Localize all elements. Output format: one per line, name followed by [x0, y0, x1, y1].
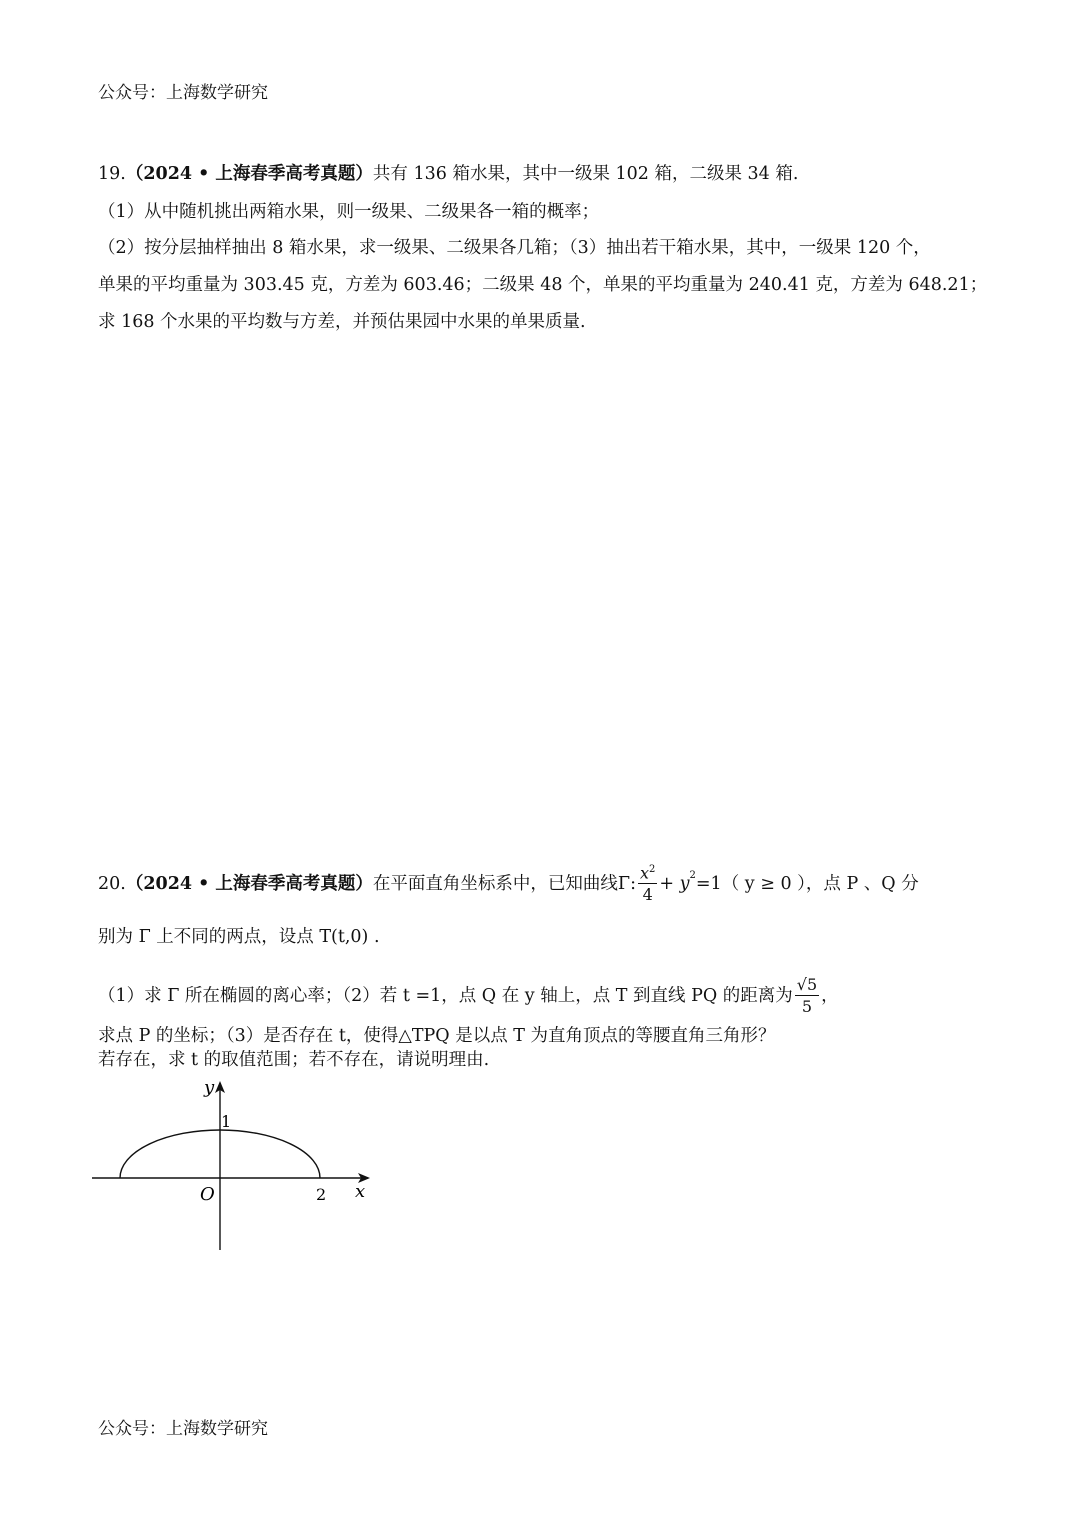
- q19-stem: 共有 136 箱水果，其中一级果 102 箱，二级果 34 箱.: [372, 164, 799, 184]
- curve-fraction: [638, 865, 657, 903]
- y-tick-label: 1: [221, 1112, 232, 1131]
- q19-source: （2024 • 上海春季高考真题）: [125, 164, 373, 184]
- q20-line5: 若存在，求 t 的取值范围；若不存在，请说明理由.: [98, 1050, 490, 1070]
- q20-gamma: Γ: [617, 874, 631, 894]
- eq-equals-one: =1: [695, 874, 722, 894]
- frac-num-exponent: 2: [649, 863, 656, 875]
- q20-source: （2024 • 上海春季高考真题）: [125, 874, 373, 894]
- frac-numerator: x: [639, 863, 650, 883]
- q19-line3: 求 168 个水果的平均数与方差，并预估果园中水果的单果质量.: [98, 312, 586, 332]
- eq-y-exponent: 2: [689, 870, 696, 881]
- q20-colon: :: [630, 874, 636, 894]
- page-footer: 公众号：上海数学研究: [98, 1419, 268, 1439]
- page-header: 公众号：上海数学研究: [98, 83, 268, 103]
- q20-condition: （ y ≥ 0 ），点 P 、Q 分: [721, 874, 919, 894]
- q19-part1: （1）从中随机挑出两箱水果，则一级果、二级果各一箱的概率；: [98, 202, 600, 222]
- q20-intro: 在平面直角坐标系中，已知曲线: [372, 874, 618, 894]
- ellipse-figure: [88, 1075, 388, 1260]
- distance-numerator: √5: [796, 975, 818, 994]
- distance-denominator: 5: [801, 997, 813, 1016]
- q19-part2-3: （2）按分层抽样抽出 8 箱水果，求一级果、二级果各几箱；（3）抽出若干箱水果，其中，一级果 120 个，: [98, 238, 931, 258]
- q19-number: 19.: [98, 164, 126, 184]
- eq-y-term: + y: [659, 874, 690, 894]
- frac-denominator: 4: [642, 885, 653, 905]
- x-tick-label: 2: [316, 1185, 327, 1204]
- q20-line3-text: （1）求 Γ 所在椭圆的离心率；（2）若 t =1，点 Q 在 y 轴上，点 T 到直线 PQ 的距离为: [98, 986, 793, 1006]
- q20-line3: [98, 968, 839, 1024]
- q19-line1: [98, 162, 798, 186]
- q19-line2: 单果的平均重量为 303.45 克，方差为 603.46；二级果 48 个，单果的平均重量为 240.41 克，方差为 648.21；: [98, 275, 988, 295]
- origin-label: O: [200, 1184, 215, 1205]
- y-axis-label: y: [204, 1077, 215, 1098]
- q20-number: 20.: [98, 874, 126, 894]
- distance-fraction: [795, 977, 819, 1015]
- x-axis-label: x: [355, 1181, 366, 1202]
- q20-line1: [98, 858, 919, 910]
- distance-comma: ，: [821, 986, 839, 1006]
- q20-line2: 别为 Γ 上不同的两点，设点 T(t,0) .: [98, 927, 380, 947]
- q20-line4: 求点 P 的坐标；（3）是否存在 t，使得△TPQ 是以点 T 为直角顶点的等腰直角三角形？: [98, 1026, 776, 1046]
